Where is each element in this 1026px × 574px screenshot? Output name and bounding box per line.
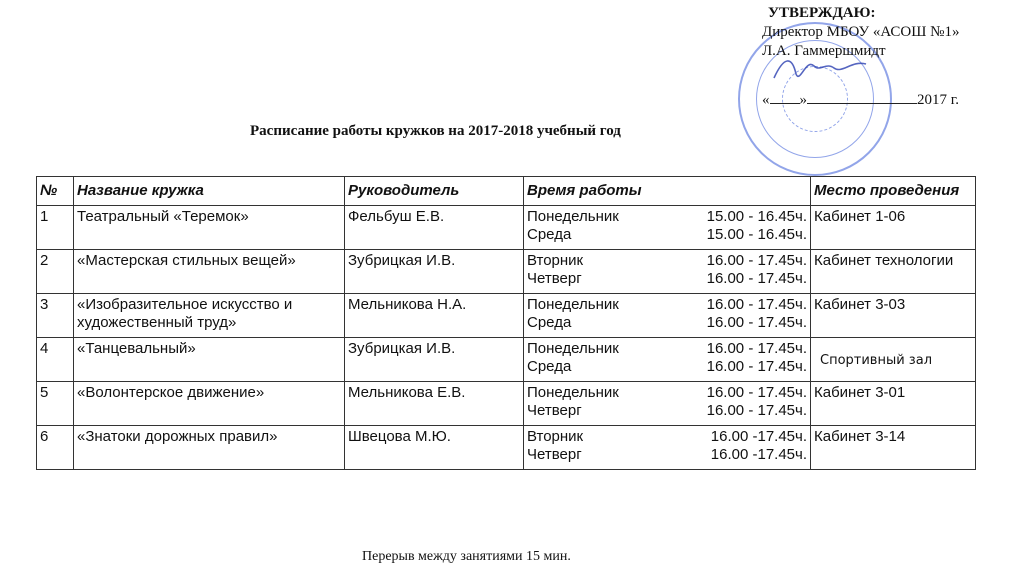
row-leader: Мельникова Е.В.	[345, 382, 524, 426]
row-club-name: «Танцевальный»	[74, 338, 345, 382]
table-row	[37, 250, 976, 294]
time-day: Понедельник	[527, 340, 619, 357]
schedule-table	[36, 176, 976, 470]
row-place: Кабинет 3-14	[811, 426, 976, 470]
time-day: Среда	[527, 314, 572, 331]
time-hours: 16.00 - 17.45ч.	[706, 358, 807, 375]
time-day: Четверг	[527, 446, 582, 463]
row-club-name: Театральный «Теремок»	[74, 206, 345, 250]
header-club-name: Название кружка	[74, 177, 345, 206]
table-row	[37, 206, 976, 250]
row-leader: Зубрицкая И.В.	[345, 250, 524, 294]
row-time	[524, 294, 811, 338]
header-place: Место проведения	[811, 177, 976, 206]
time-day: Вторник	[527, 252, 584, 269]
time-hours: 16.00 - 17.45ч.	[706, 252, 807, 269]
time-hours: 16.00 -17.45ч.	[710, 446, 807, 463]
time-hours: 16.00 - 17.45ч.	[706, 384, 807, 401]
footer-note: Перерыв между занятиями 15 мин.	[362, 549, 571, 564]
date-day-blank	[770, 103, 800, 104]
row-club-name: «Изобразительное искусство и художественный труд»	[74, 294, 345, 338]
date-month-blank	[807, 103, 917, 104]
row-place: Кабинет 1-06	[811, 206, 976, 250]
row-place: Кабинет 3-01	[811, 382, 976, 426]
row-club-name: «Мастерская стильных вещей»	[74, 250, 345, 294]
table-row	[37, 338, 976, 382]
row-number: 1	[37, 206, 74, 250]
row-club-name: «Знатоки дорожных правил»	[74, 426, 345, 470]
time-hours: 16.00 - 17.45ч.	[706, 270, 807, 287]
row-number: 2	[37, 250, 74, 294]
table-row	[37, 426, 976, 470]
header-leader: Руководитель	[345, 177, 524, 206]
approval-block	[762, 4, 1012, 110]
date-year: 2017 г.	[917, 92, 959, 108]
page-title: Расписание работы кружков на 2017-2018 учебный год	[250, 123, 621, 139]
row-club-name: «Волонтерское движение»	[74, 382, 345, 426]
row-leader: Мельникова Н.А.	[345, 294, 524, 338]
header-time: Время работы	[524, 177, 811, 206]
time-hours: 16.00 - 17.45ч.	[706, 296, 807, 313]
date-open-quote: «	[762, 92, 770, 108]
time-hours: 15.00 - 16.45ч.	[706, 208, 807, 225]
time-day: Четверг	[527, 402, 582, 419]
row-time	[524, 250, 811, 294]
approval-director-name: Л.А. Гаммершмидт	[762, 43, 886, 59]
row-leader: Швецова М.Ю.	[345, 426, 524, 470]
row-time	[524, 382, 811, 426]
table-row	[37, 382, 976, 426]
time-day: Среда	[527, 226, 572, 243]
time-hours: 16.00 -17.45ч.	[710, 428, 807, 445]
time-day: Среда	[527, 358, 572, 375]
row-place	[811, 338, 976, 382]
row-time	[524, 426, 811, 470]
time-hours: 16.00 - 17.45ч.	[706, 402, 807, 419]
approval-title: УТВЕРЖДАЮ:	[768, 5, 876, 21]
row-time	[524, 338, 811, 382]
approval-date-line	[762, 91, 1012, 110]
row-leader: Зубрицкая И.В.	[345, 338, 524, 382]
table-header-row	[37, 177, 976, 206]
row-number: 4	[37, 338, 74, 382]
date-close-quote: »	[799, 92, 807, 108]
row-number: 5	[37, 382, 74, 426]
time-day: Понедельник	[527, 296, 619, 313]
row-number: 3	[37, 294, 74, 338]
table-row	[37, 294, 976, 338]
time-hours: 15.00 - 16.45ч.	[706, 226, 807, 243]
row-number: 6	[37, 426, 74, 470]
time-day: Четверг	[527, 270, 582, 287]
header-number: №	[37, 177, 74, 206]
row-time	[524, 206, 811, 250]
time-day: Понедельник	[527, 384, 619, 401]
approval-director-line: Директор МБОУ «АСОШ №1»	[762, 24, 960, 40]
row-place-text: Спортивный зал	[820, 353, 932, 368]
row-leader: Фельбуш Е.В.	[345, 206, 524, 250]
row-place: Кабинет технологии	[811, 250, 976, 294]
time-hours: 16.00 - 17.45ч.	[706, 314, 807, 331]
time-hours: 16.00 - 17.45ч.	[706, 340, 807, 357]
time-day: Вторник	[527, 428, 584, 445]
row-place: Кабинет 3-03	[811, 294, 976, 338]
time-day: Понедельник	[527, 208, 619, 225]
